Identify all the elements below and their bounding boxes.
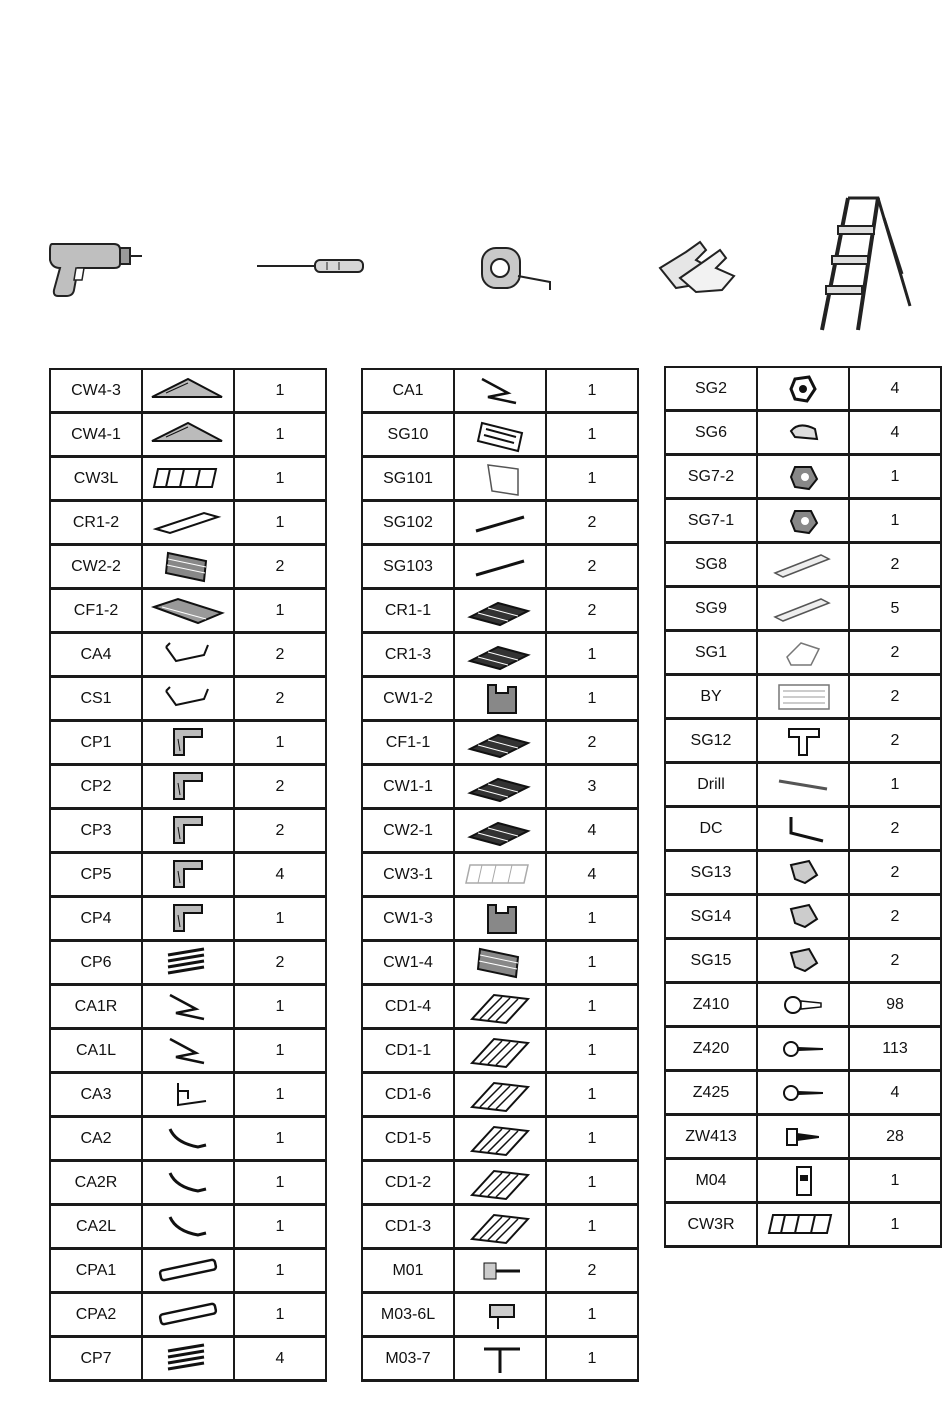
part-code: SG9 [665, 587, 757, 631]
panel-ribbed-icon [142, 545, 234, 589]
part-quantity: 1 [546, 1161, 638, 1205]
part-quantity: 1 [849, 1203, 941, 1247]
part-quantity: 98 [849, 983, 941, 1027]
table-row [665, 939, 941, 983]
table-row [362, 413, 638, 457]
part-code: SG12 [665, 719, 757, 763]
table-row [362, 1161, 638, 1205]
parts-table-3 [664, 366, 942, 1248]
part-quantity: 3 [546, 765, 638, 809]
z-bracket-icon [142, 1029, 234, 1073]
part-code: SG1 [665, 631, 757, 675]
table-row [50, 1293, 326, 1337]
part-code: CR1-1 [362, 589, 454, 633]
part-quantity: 4 [546, 853, 638, 897]
table-row [50, 545, 326, 589]
small-bracket-icon [757, 939, 849, 983]
strike-plate-icon [757, 1159, 849, 1203]
part-quantity: 4 [234, 1337, 326, 1381]
small-bracket-icon [757, 851, 849, 895]
table-row [665, 983, 941, 1027]
part-code: CP1 [50, 721, 142, 765]
cap-outline-icon [757, 631, 849, 675]
table-row [50, 765, 326, 809]
table-row [50, 413, 326, 457]
part-quantity: 2 [234, 941, 326, 985]
part-quantity: 1 [849, 455, 941, 499]
part-code: CD1-5 [362, 1117, 454, 1161]
part-code: CD1-2 [362, 1161, 454, 1205]
part-code: Drill [665, 763, 757, 807]
rod-icon [454, 545, 546, 589]
table-row [50, 1337, 326, 1381]
door-frame-icon [454, 413, 546, 457]
table-row [665, 631, 941, 675]
table-row [362, 589, 638, 633]
part-quantity: 2 [849, 851, 941, 895]
part-code: CPA2 [50, 1293, 142, 1337]
table-row [50, 677, 326, 721]
l-plate-icon [757, 719, 849, 763]
part-code: M04 [665, 1159, 757, 1203]
table-row [50, 369, 326, 413]
part-code: CW4-1 [50, 413, 142, 457]
part-code: BY [665, 675, 757, 719]
door-panel-icon [454, 1073, 546, 1117]
tube-bar-icon [142, 1249, 234, 1293]
part-code: CPA1 [50, 1249, 142, 1293]
part-quantity: 1 [234, 501, 326, 545]
part-quantity: 1 [546, 1205, 638, 1249]
part-code: CP6 [50, 941, 142, 985]
part-quantity: 1 [546, 985, 638, 1029]
part-code: CW1-2 [362, 677, 454, 721]
parts-table-2 [361, 368, 639, 1382]
part-code: CW3-1 [362, 853, 454, 897]
part-code: CD1-6 [362, 1073, 454, 1117]
part-code: CW1-1 [362, 765, 454, 809]
part-quantity: 1 [234, 589, 326, 633]
part-quantity: 2 [234, 545, 326, 589]
part-quantity: 1 [546, 1293, 638, 1337]
table-row [665, 807, 941, 851]
triangle-gable-icon [142, 413, 234, 457]
table-row [362, 1337, 638, 1381]
part-code: CS1 [50, 677, 142, 721]
table-row [665, 1027, 941, 1071]
clip-icon [757, 411, 849, 455]
part-quantity: 2 [546, 501, 638, 545]
table-row [362, 985, 638, 1029]
part-code: CR1-3 [362, 633, 454, 677]
part-quantity: 1 [234, 369, 326, 413]
table-row [362, 721, 638, 765]
curved-rail-icon [142, 1205, 234, 1249]
table-row [50, 1205, 326, 1249]
part-code: CR1-2 [50, 501, 142, 545]
part-code: SG2 [665, 367, 757, 411]
tube-bar-icon [142, 1293, 234, 1337]
notched-panel-icon [454, 897, 546, 941]
part-quantity: 2 [546, 1249, 638, 1293]
table-row [50, 1029, 326, 1073]
table-row [665, 1115, 941, 1159]
door-panel-icon [454, 1117, 546, 1161]
part-code: M03-7 [362, 1337, 454, 1381]
door-panel-icon [454, 1205, 546, 1249]
part-code: CA3 [50, 1073, 142, 1117]
wall-frame-light-icon [454, 853, 546, 897]
part-code: SG8 [665, 543, 757, 587]
table-row [665, 411, 941, 455]
part-code: CP3 [50, 809, 142, 853]
part-code: Z425 [665, 1071, 757, 1115]
grid-panel-icon [454, 589, 546, 633]
part-code: SG101 [362, 457, 454, 501]
table-row [50, 721, 326, 765]
part-quantity: 113 [849, 1027, 941, 1071]
knob-clip-icon [757, 455, 849, 499]
corner-post-icon [142, 765, 234, 809]
part-code: SG14 [665, 895, 757, 939]
part-code: SG102 [362, 501, 454, 545]
corner-post-icon [142, 853, 234, 897]
part-quantity: 2 [234, 677, 326, 721]
part-quantity: 2 [234, 809, 326, 853]
hinge-icon [454, 1249, 546, 1293]
table-row [665, 587, 941, 631]
stacked-rails-icon [142, 1337, 234, 1381]
part-code: SG103 [362, 545, 454, 589]
bracket-icon [142, 677, 234, 721]
grid-panel-icon [454, 721, 546, 765]
rod-icon [454, 501, 546, 545]
screw-washer-icon [757, 983, 849, 1027]
part-quantity: 1 [849, 763, 941, 807]
part-quantity: 1 [546, 897, 638, 941]
table-row [665, 455, 941, 499]
table-row [362, 809, 638, 853]
part-quantity: 1 [234, 1029, 326, 1073]
flat-strip-icon [142, 501, 234, 545]
panel-ribbed-icon [454, 941, 546, 985]
part-code: SG6 [665, 411, 757, 455]
table-row [362, 941, 638, 985]
door-panel-icon [454, 1161, 546, 1205]
part-code: CA2L [50, 1205, 142, 1249]
part-quantity: 1 [234, 897, 326, 941]
part-quantity: 1 [849, 499, 941, 543]
z-bracket-icon [142, 985, 234, 1029]
screwdriver-icon [255, 256, 367, 276]
part-code: CD1-4 [362, 985, 454, 1029]
part-quantity: 2 [849, 543, 941, 587]
drill-bit-icon [757, 763, 849, 807]
flat-sheet-icon [454, 457, 546, 501]
part-code: CW2-2 [50, 545, 142, 589]
part-code: CF1-1 [362, 721, 454, 765]
grid-panel-icon [454, 809, 546, 853]
part-code: CF1-2 [50, 589, 142, 633]
table-row [50, 633, 326, 677]
table-row [50, 1249, 326, 1293]
tools-row [0, 190, 950, 340]
table-row [50, 853, 326, 897]
table-row [362, 765, 638, 809]
table-row [665, 543, 941, 587]
screw-icon [757, 1027, 849, 1071]
part-code: M01 [362, 1249, 454, 1293]
long-clip-icon [757, 587, 849, 631]
table-row [50, 457, 326, 501]
table-row [665, 763, 941, 807]
part-code: SG7-1 [665, 499, 757, 543]
table-row [50, 941, 326, 985]
angle-bracket-icon [142, 1073, 234, 1117]
table-row [362, 897, 638, 941]
table-row [665, 895, 941, 939]
part-code: M03-6L [362, 1293, 454, 1337]
part-code: SG15 [665, 939, 757, 983]
part-quantity: 1 [546, 941, 638, 985]
table-row [362, 501, 638, 545]
table-row [665, 1203, 941, 1247]
part-quantity: 2 [849, 895, 941, 939]
part-quantity: 2 [234, 633, 326, 677]
table-row [362, 369, 638, 413]
part-code: CW2-1 [362, 809, 454, 853]
table-row [665, 1159, 941, 1203]
wall-frame-icon [757, 1203, 849, 1247]
door-panel-icon [454, 985, 546, 1029]
curved-rail-icon [142, 1161, 234, 1205]
table-row [50, 985, 326, 1029]
part-code: CA2R [50, 1161, 142, 1205]
table-row [665, 367, 941, 411]
table-row [50, 897, 326, 941]
part-quantity: 2 [546, 721, 638, 765]
stacked-rails-icon [142, 941, 234, 985]
part-quantity: 1 [546, 369, 638, 413]
table-row [665, 499, 941, 543]
floor-panel-icon [142, 589, 234, 633]
screw-icon [757, 1071, 849, 1115]
part-quantity: 4 [849, 1071, 941, 1115]
table-row [50, 1073, 326, 1117]
table-row [362, 853, 638, 897]
grid-panel-icon [454, 633, 546, 677]
part-quantity: 1 [234, 1205, 326, 1249]
part-quantity: 2 [849, 719, 941, 763]
table-row [362, 1249, 638, 1293]
part-code: CW1-3 [362, 897, 454, 941]
table-row [50, 1161, 326, 1205]
notched-panel-icon [454, 677, 546, 721]
grid-panel-icon [454, 765, 546, 809]
table-row [665, 851, 941, 895]
table-row [50, 809, 326, 853]
part-quantity: 2 [849, 939, 941, 983]
bracket-icon [142, 633, 234, 677]
power-drill-icon [44, 238, 144, 300]
table-row [362, 1073, 638, 1117]
part-quantity: 1 [234, 1161, 326, 1205]
door-panel-icon [454, 1029, 546, 1073]
step-ladder-icon [818, 194, 914, 338]
part-code: CW4-3 [50, 369, 142, 413]
part-code: Z420 [665, 1027, 757, 1071]
tape-measure-icon [478, 244, 554, 296]
part-quantity: 2 [849, 675, 941, 719]
z-bracket-icon [454, 369, 546, 413]
table-row [362, 1205, 638, 1249]
part-quantity: 2 [849, 807, 941, 851]
part-quantity: 4 [849, 411, 941, 455]
table-row [50, 589, 326, 633]
part-quantity: 1 [234, 985, 326, 1029]
table-row [50, 501, 326, 545]
table-row [665, 1071, 941, 1115]
table-row [362, 545, 638, 589]
part-code: CP5 [50, 853, 142, 897]
table-row [362, 1117, 638, 1161]
part-code: SG10 [362, 413, 454, 457]
small-bracket-icon [757, 895, 849, 939]
part-code: CW3R [665, 1203, 757, 1247]
wall-frame-icon [142, 457, 234, 501]
part-quantity: 2 [546, 545, 638, 589]
hex-cap-icon [757, 367, 849, 411]
part-code: CP2 [50, 765, 142, 809]
part-quantity: 1 [849, 1159, 941, 1203]
part-quantity: 1 [546, 1117, 638, 1161]
part-code: CA1R [50, 985, 142, 1029]
t-handle-icon [454, 1337, 546, 1381]
curved-rail-icon [142, 1117, 234, 1161]
part-code: SG7-2 [665, 455, 757, 499]
part-code: DC [665, 807, 757, 851]
vent-icon [757, 675, 849, 719]
part-quantity: 1 [234, 1293, 326, 1337]
part-quantity: 1 [234, 457, 326, 501]
part-quantity: 1 [234, 721, 326, 765]
part-quantity: 1 [546, 633, 638, 677]
part-quantity: 1 [546, 1029, 638, 1073]
part-quantity: 1 [546, 677, 638, 721]
triangle-gable-icon [142, 369, 234, 413]
long-clip-icon [757, 543, 849, 587]
part-quantity: 2 [546, 589, 638, 633]
corner-post-icon [142, 897, 234, 941]
part-quantity: 1 [546, 1073, 638, 1117]
table-row [362, 633, 638, 677]
part-code: SG13 [665, 851, 757, 895]
work-gloves-icon [656, 238, 738, 294]
part-quantity: 2 [234, 765, 326, 809]
part-quantity: 4 [234, 853, 326, 897]
part-quantity: 4 [546, 809, 638, 853]
part-quantity: 4 [849, 367, 941, 411]
table-row [665, 675, 941, 719]
part-quantity: 28 [849, 1115, 941, 1159]
part-code: CA1L [50, 1029, 142, 1073]
part-code: CA1 [362, 369, 454, 413]
latch-icon [454, 1293, 546, 1337]
door-catch-icon [757, 807, 849, 851]
table-row [665, 719, 941, 763]
part-code: CP4 [50, 897, 142, 941]
table-row [50, 1117, 326, 1161]
part-code: CD1-3 [362, 1205, 454, 1249]
screw-flat-icon [757, 1115, 849, 1159]
part-quantity: 1 [234, 1073, 326, 1117]
part-quantity: 1 [546, 1337, 638, 1381]
parts-table-1 [49, 368, 327, 1382]
part-quantity: 1 [234, 1249, 326, 1293]
knob-clip-icon [757, 499, 849, 543]
part-code: CP7 [50, 1337, 142, 1381]
table-row [362, 457, 638, 501]
part-code: CW3L [50, 457, 142, 501]
table-row [362, 1293, 638, 1337]
corner-post-icon [142, 809, 234, 853]
corner-post-icon [142, 721, 234, 765]
table-row [362, 1029, 638, 1073]
part-quantity: 1 [234, 413, 326, 457]
part-quantity: 1 [546, 413, 638, 457]
part-code: CA4 [50, 633, 142, 677]
part-code: ZW413 [665, 1115, 757, 1159]
part-quantity: 5 [849, 587, 941, 631]
part-code: Z410 [665, 983, 757, 1027]
part-quantity: 1 [234, 1117, 326, 1161]
part-quantity: 1 [546, 457, 638, 501]
part-code: CA2 [50, 1117, 142, 1161]
part-code: CW1-4 [362, 941, 454, 985]
part-quantity: 2 [849, 631, 941, 675]
part-code: CD1-1 [362, 1029, 454, 1073]
table-row [362, 677, 638, 721]
